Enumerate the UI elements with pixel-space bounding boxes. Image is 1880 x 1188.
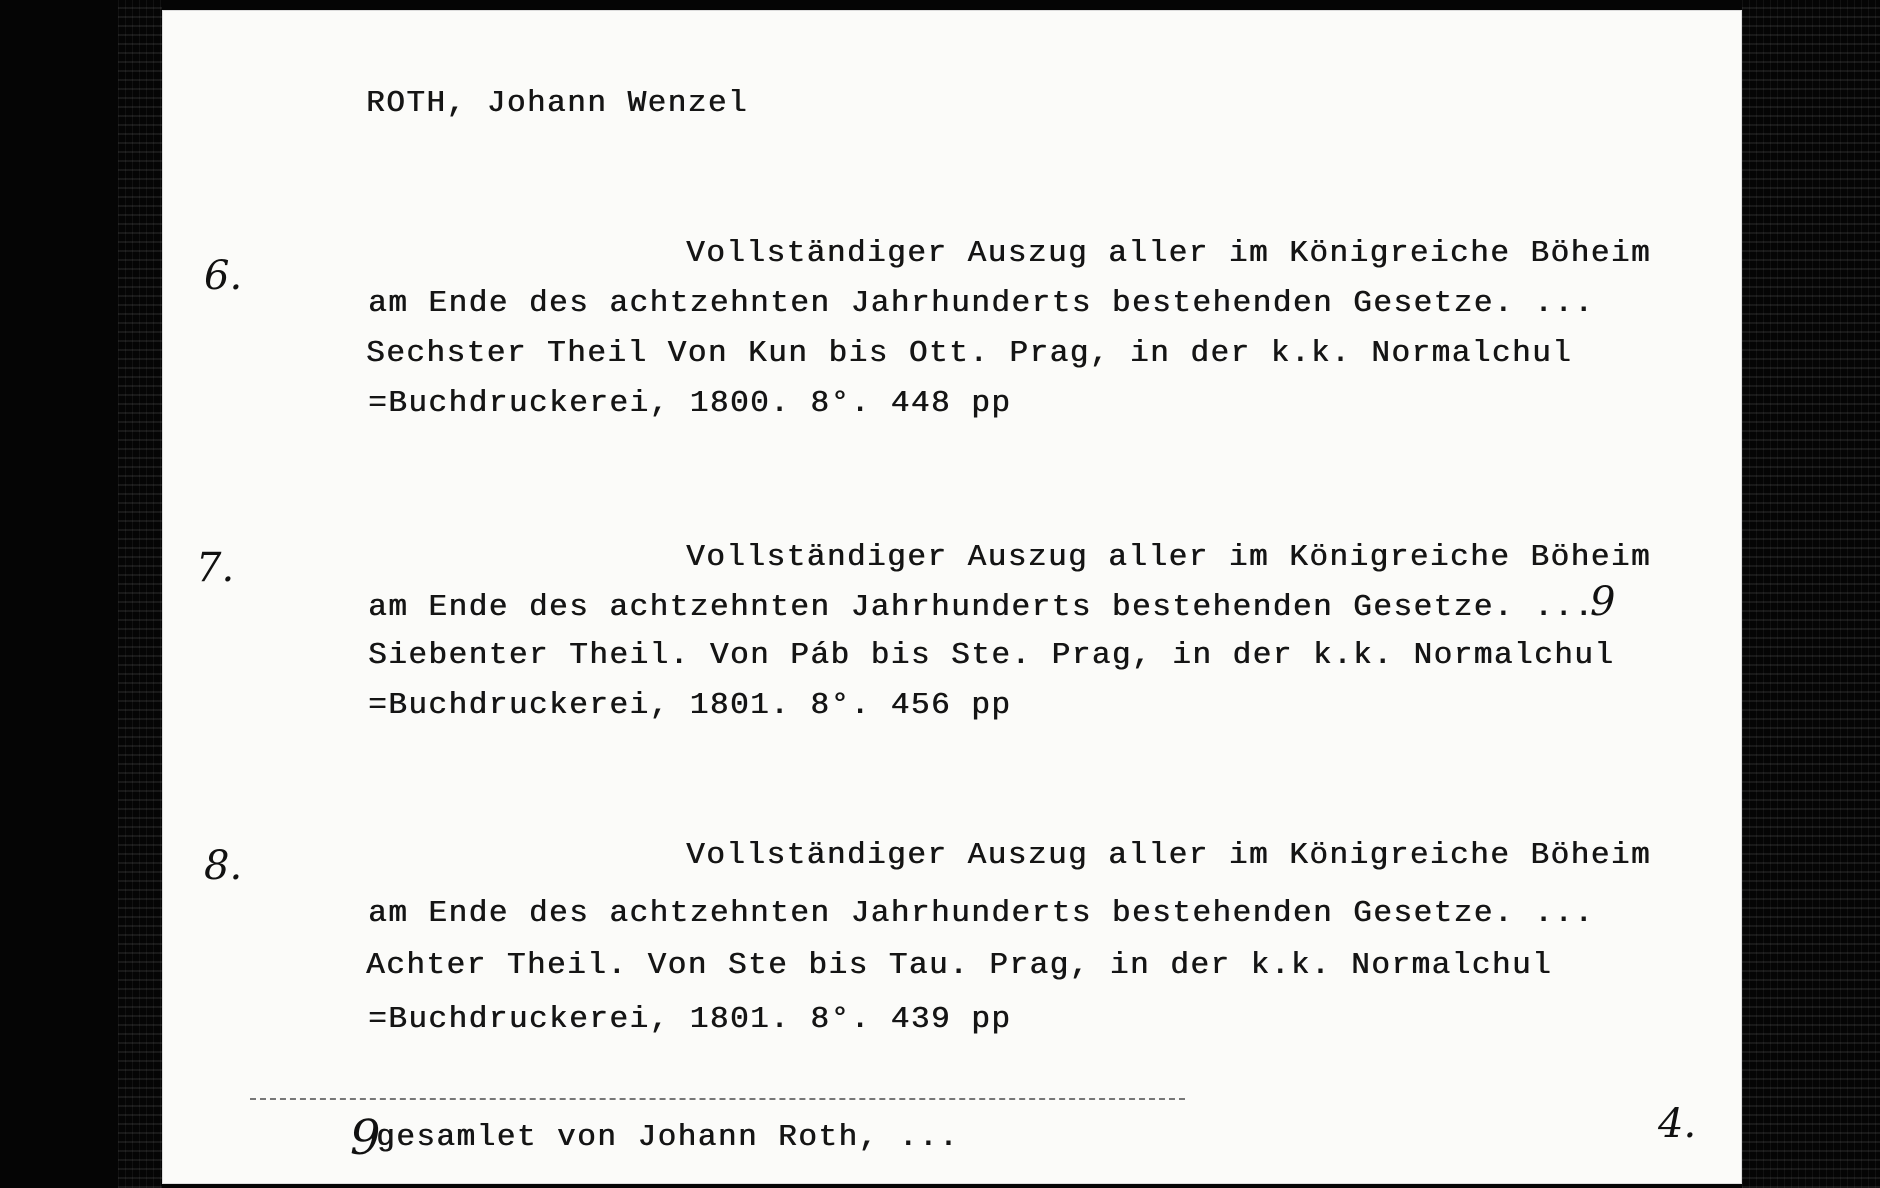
entry-7-line-2: am Ende des achtzehnten Jahrhunderts bestehenden Gesetze. ... (368, 590, 1595, 625)
entry-6-line-4: =Buchdruckerei, 1800. 8°. 448 pp (368, 386, 1012, 421)
entry-7-line-1: Vollständiger Auszug aller im Königreiche Böheim (686, 540, 1651, 575)
entry-number-6: 6. (204, 253, 243, 299)
footnote-mark: 9 (350, 1110, 381, 1166)
entry-7-margin-mark: 9 (1590, 579, 1616, 625)
card-heading: ROTH, Johann Wenzel (366, 86, 748, 121)
entry-8-line-4: =Buchdruckerei, 1801. 8°. 439 pp (368, 1002, 1012, 1037)
entry-8-line-2: am Ende des achtzehnten Jahrhunderts bestehenden Gesetze. ... (368, 896, 1595, 931)
entry-6-line-3: Sechster Theil Von Kun bis Ott. Prag, in der k.k. Normalchul (366, 336, 1573, 371)
page-number: 4. (1658, 1101, 1697, 1147)
entry-8-line-1: Vollständiger Auszug aller im Königreiche Böheim (686, 838, 1651, 873)
entry-7-line-3: Siebenter Theil. Von Páb bis Ste. Prag, in der k.k. Normalchul (368, 638, 1615, 673)
footnote-rule (250, 1098, 1185, 1100)
entry-6-line-1: Vollständiger Auszug aller im Königreiche Böheim (686, 236, 1651, 271)
entry-8-line-3: Achter Theil. Von Ste bis Tau. Prag, in der k.k. Normalchul (366, 948, 1553, 983)
entry-number-8: 8. (204, 843, 243, 889)
footnote-text: gesamlet von Johann Roth, ... (376, 1120, 959, 1155)
entry-number-7: 7. (196, 545, 235, 591)
entry-7-line-4: =Buchdruckerei, 1801. 8°. 456 pp (368, 688, 1012, 723)
film-edge-right (1742, 0, 1880, 1188)
film-edge-left (118, 0, 162, 1188)
entry-6-line-2: am Ende des achtzehnten Jahrhunderts bestehenden Gesetze. ... (368, 286, 1595, 321)
